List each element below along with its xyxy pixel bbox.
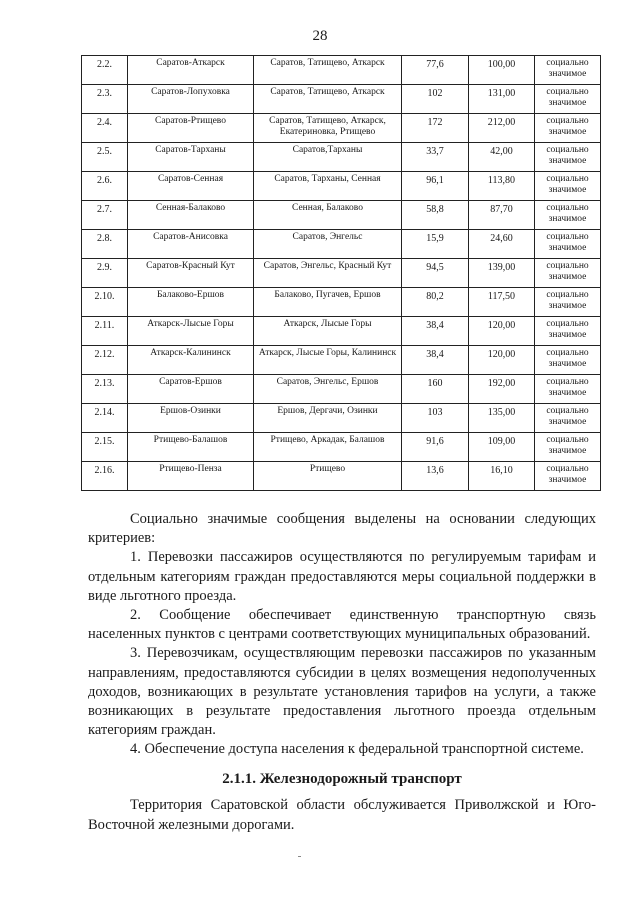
cell-tariff: 212,00	[469, 114, 535, 143]
table-row	[82, 259, 601, 288]
cell-length: 102	[402, 85, 469, 114]
cell-number: 2.9.	[82, 259, 128, 288]
cell-route: Сенная-Балаково	[128, 201, 254, 230]
cell-status: социально значимое	[535, 346, 601, 375]
scan-artifact	[298, 856, 301, 857]
routes-table-body	[82, 56, 601, 491]
criterion-item: 1. Перевозки пассажиров осуществляются по регулируемым тарифам и отдельным категориям граждан предоставляются меры социальной поддержки в виде льготного проезда.	[88, 549, 596, 604]
cell-route: Саратов-Ершов	[128, 375, 254, 404]
cell-route: Аткарск-Калининск	[128, 346, 254, 375]
cell-tariff: 139,00	[469, 259, 535, 288]
criterion-item: 2. Сообщение обеспечивает единственную транспортную связь населенных пунктов с центрами соответствующих муниципальных образований.	[88, 607, 596, 643]
cell-length: 77,6	[402, 56, 469, 85]
cell-route: Саратов-Анисовка	[128, 230, 254, 259]
criteria-intro: Социально значимые сообщения выделены на основании следующих критериев:	[88, 511, 596, 547]
cell-length: 38,4	[402, 346, 469, 375]
cell-number: 2.13.	[82, 375, 128, 404]
cell-number: 2.7.	[82, 201, 128, 230]
cell-length: 80,2	[402, 288, 469, 317]
cell-route: Саратов-Красный Кут	[128, 259, 254, 288]
table-row	[82, 201, 601, 230]
cell-stops: Саратов, Энгельс, Ершов	[254, 375, 402, 404]
cell-route: Саратов-Лопуховка	[128, 85, 254, 114]
cell-route: Саратов-Тарханы	[128, 143, 254, 172]
cell-length: 33,7	[402, 143, 469, 172]
cell-tariff: 120,00	[469, 346, 535, 375]
table-row	[82, 114, 601, 143]
cell-number: 2.10.	[82, 288, 128, 317]
table-row	[82, 375, 601, 404]
cell-status: социально значимое	[535, 114, 601, 143]
cell-number: 2.6.	[82, 172, 128, 201]
railway-paragraph: Территория Саратовской области обслуживается Приволжской и Юго-Восточной железными дорогами.	[88, 797, 596, 833]
cell-stops: Аткарск, Лысые Горы, Калининск	[254, 346, 402, 375]
table-row	[82, 404, 601, 433]
cell-status: социально значимое	[535, 404, 601, 433]
table-row	[82, 85, 601, 114]
cell-stops: Саратов, Татищево, Аткарск	[254, 56, 402, 85]
cell-stops: Балаково, Пугачев, Ершов	[254, 288, 402, 317]
table-row	[82, 346, 601, 375]
cell-route: Саратов-Сенная	[128, 172, 254, 201]
cell-number: 2.3.	[82, 85, 128, 114]
cell-tariff: 120,00	[469, 317, 535, 346]
cell-number: 2.11.	[82, 317, 128, 346]
cell-length: 172	[402, 114, 469, 143]
cell-stops: Саратов, Татищево, Аткарск, Екатериновка, Ртищево	[254, 114, 402, 143]
cell-length: 96,1	[402, 172, 469, 201]
cell-stops: Аткарск, Лысые Горы	[254, 317, 402, 346]
cell-status: социально значимое	[535, 259, 601, 288]
cell-length: 103	[402, 404, 469, 433]
cell-length: 13,6	[402, 462, 469, 491]
cell-stops: Ершов, Дергачи, Озинки	[254, 404, 402, 433]
cell-tariff: 192,00	[469, 375, 535, 404]
cell-length: 38,4	[402, 317, 469, 346]
table-row	[82, 230, 601, 259]
cell-status: социально значимое	[535, 85, 601, 114]
cell-tariff: 113,80	[469, 172, 535, 201]
table-row	[82, 172, 601, 201]
table-row	[82, 288, 601, 317]
cell-number: 2.5.	[82, 143, 128, 172]
cell-stops: Саратов, Энгельс	[254, 230, 402, 259]
cell-stops: Ртищево, Аркадак, Балашов	[254, 433, 402, 462]
cell-tariff: 131,00	[469, 85, 535, 114]
cell-route: Саратов-Аткарск	[128, 56, 254, 85]
table-row	[82, 462, 601, 491]
cell-route: Ртищево-Пенза	[128, 462, 254, 491]
cell-tariff: 135,00	[469, 404, 535, 433]
table-row	[82, 143, 601, 172]
cell-stops: Ртищево	[254, 462, 402, 491]
cell-route: Балаково-Ершов	[128, 288, 254, 317]
cell-status: социально значимое	[535, 375, 601, 404]
cell-number: 2.8.	[82, 230, 128, 259]
cell-length: 94,5	[402, 259, 469, 288]
cell-status: социально значимое	[535, 462, 601, 491]
criteria-section	[88, 510, 596, 760]
cell-status: социально значимое	[535, 56, 601, 85]
cell-tariff: 87,70	[469, 201, 535, 230]
cell-tariff: 100,00	[469, 56, 535, 85]
cell-number: 2.2.	[82, 56, 128, 85]
cell-status: социально значимое	[535, 172, 601, 201]
cell-tariff: 117,50	[469, 288, 535, 317]
cell-number: 2.15.	[82, 433, 128, 462]
cell-tariff: 109,00	[469, 433, 535, 462]
criterion-item: 3. Перевозчикам, осуществляющим перевозки пассажиров по указанным направлениям, предоставляются субсидии в целях возмещения недополученных доходов, возникающих в результате установления тарифов на услуги, а также возникающих в результате предоставления льготного проезда отдельным категориям граждан.	[88, 645, 596, 739]
cell-tariff: 16,10	[469, 462, 535, 491]
cell-status: социально значимое	[535, 317, 601, 346]
cell-length: 15,9	[402, 230, 469, 259]
cell-route: Саратов-Ртищево	[128, 114, 254, 143]
cell-stops: Сенная, Балаково	[254, 201, 402, 230]
page-number: 28	[312, 28, 328, 44]
cell-stops: Саратов, Татищево, Аткарск	[254, 85, 402, 114]
cell-length: 160	[402, 375, 469, 404]
cell-route: Аткарск-Лысые Горы	[128, 317, 254, 346]
cell-number: 2.12.	[82, 346, 128, 375]
section-heading: 2.1.1. Железнодорожный транспорт	[222, 771, 462, 787]
criterion-item: 4. Обеспечение доступа населения к федеральной транспортной системе.	[130, 741, 584, 758]
cell-status: социально значимое	[535, 230, 601, 259]
cell-stops: Саратов,Тарханы	[254, 143, 402, 172]
cell-status: социально значимое	[535, 143, 601, 172]
cell-route: Ртищево-Балашов	[128, 433, 254, 462]
table-row	[82, 317, 601, 346]
cell-number: 2.16.	[82, 462, 128, 491]
cell-status: социально значимое	[535, 201, 601, 230]
cell-number: 2.14.	[82, 404, 128, 433]
cell-length: 91,6	[402, 433, 469, 462]
table-row	[82, 56, 601, 85]
cell-route: Ершов-Озинки	[128, 404, 254, 433]
cell-tariff: 24,60	[469, 230, 535, 259]
railway-paragraph-block	[88, 796, 596, 835]
cell-tariff: 42,00	[469, 143, 535, 172]
cell-number: 2.4.	[82, 114, 128, 143]
routes-table	[81, 55, 601, 491]
cell-stops: Саратов, Энгельс, Красный Кут	[254, 259, 402, 288]
cell-status: социально значимое	[535, 288, 601, 317]
table-row	[82, 433, 601, 462]
cell-length: 58,8	[402, 201, 469, 230]
cell-status: социально значимое	[535, 433, 601, 462]
cell-stops: Саратов, Тарханы, Сенная	[254, 172, 402, 201]
